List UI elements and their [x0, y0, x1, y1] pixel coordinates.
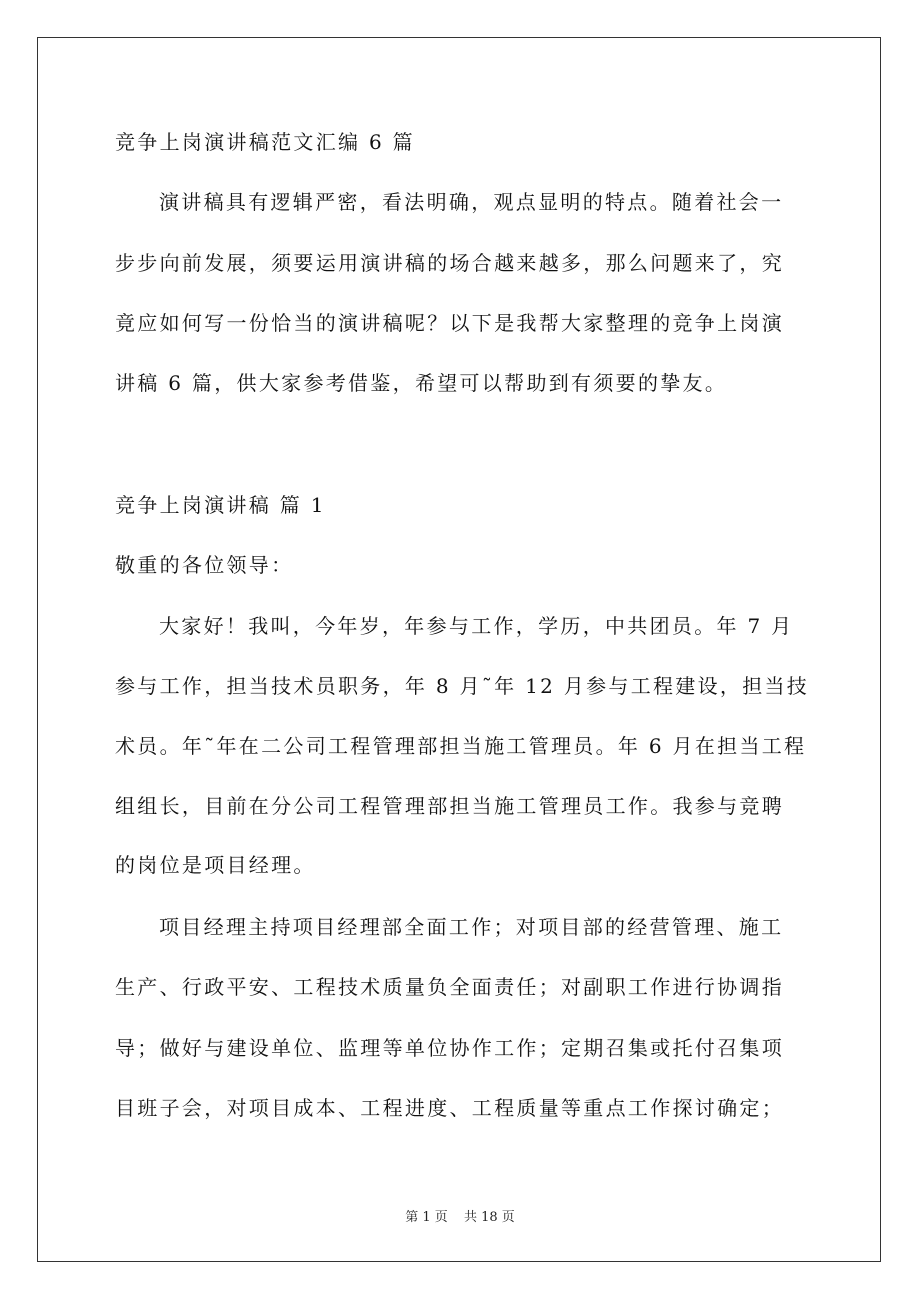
- paragraph-line: 参与工作，担当技术员职务，年 8 月˜年 12 月参与工程建设，担当技: [115, 674, 810, 698]
- page-number: 第 1 页: [405, 1210, 448, 1225]
- salutation: 敬重的各位领导：: [115, 553, 294, 577]
- paragraph-line: 生产、行政平安、工程技术质量负全面责任；对副职工作进行协调指: [115, 975, 784, 999]
- paragraph-line: 目班子会，对项目成本、工程进度、工程质量等重点工作探讨确定；: [115, 1096, 784, 1120]
- page-border: [37, 37, 881, 1262]
- intro-line: 讲稿 6 篇，供大家参考借鉴，希望可以帮助到有须要的挚友。: [115, 371, 728, 395]
- paragraph-line: 项目经理主持项目经理部全面工作；对项目部的经营管理、施工: [159, 915, 784, 939]
- paragraph-line: 导；做好与建设单位、监理等单位协作工作；定期召集或托付召集项: [115, 1036, 784, 1060]
- paragraph-line: 的岗位是项目经理。: [115, 853, 316, 877]
- intro-line: 竟应如何写一份恰当的演讲稿呢？以下是我帮大家整理的竞争上岗演: [115, 311, 784, 335]
- document-title: 竞争上岗演讲稿范文汇编 6 篇: [115, 130, 415, 154]
- intro-line: 步步向前发展，须要运用演讲稿的场合越来越多，那么问题来了，究: [115, 251, 784, 275]
- paragraph-line: 术员。年˜年在二公司工程管理部担当施工管理员。年 6 月在担当工程: [115, 734, 807, 758]
- paragraph-line: 组组长，目前在分公司工程管理部担当施工管理员工作。我参与竞聘: [115, 794, 784, 818]
- section-heading: 竞争上岗演讲稿 篇 1: [115, 493, 326, 517]
- page-total: 共 18 页: [463, 1210, 515, 1225]
- page-footer: [0, 1206, 920, 1225]
- paragraph-line: 大家好！我叫，今年岁，年参与工作，学历，中共团员。年 7 月: [159, 614, 794, 638]
- intro-line: 演讲稿具有逻辑严密，看法明确，观点显明的特点。随着社会一: [159, 190, 784, 214]
